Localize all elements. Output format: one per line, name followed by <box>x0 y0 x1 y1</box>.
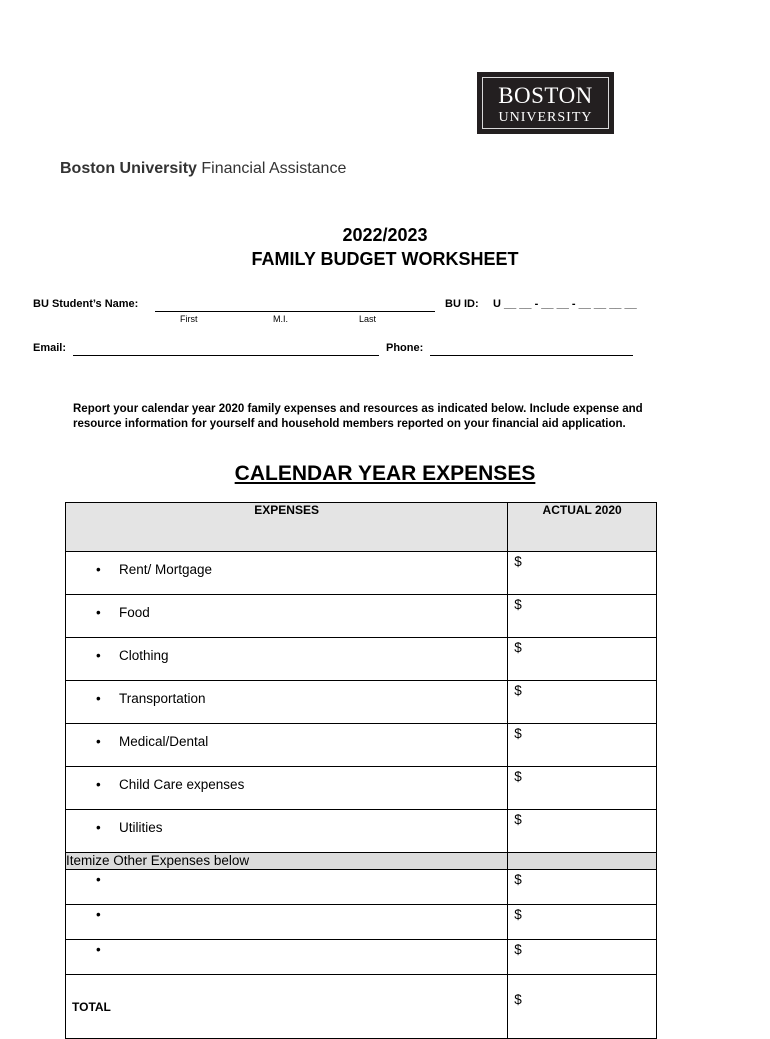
currency-symbol: $ <box>514 812 522 827</box>
amount-cell[interactable] <box>508 552 657 595</box>
bullet-icon: • <box>96 872 101 887</box>
amount-cell[interactable] <box>508 870 657 905</box>
amount-cell[interactable] <box>508 724 657 767</box>
bullet-icon: • <box>96 942 101 957</box>
table-row <box>66 724 657 767</box>
currency-symbol: $ <box>514 726 522 741</box>
currency-symbol: $ <box>514 992 522 1007</box>
currency-symbol: $ <box>514 597 522 612</box>
currency-symbol: $ <box>514 907 522 922</box>
table-row <box>66 681 657 724</box>
bullet-icon: • <box>96 734 101 749</box>
table-row <box>66 870 657 905</box>
total-amount-cell[interactable] <box>508 975 657 1039</box>
table-row <box>66 552 657 595</box>
bullet-icon: • <box>96 562 101 577</box>
bullet-icon: • <box>96 820 101 835</box>
name-sub-first: First <box>180 314 198 324</box>
expense-label-cell <box>66 810 508 853</box>
email-label: Email: <box>33 342 67 354</box>
boston-university-logo <box>477 72 614 134</box>
expense-label-cell <box>66 724 508 767</box>
amount-cell[interactable] <box>508 767 657 810</box>
total-row <box>66 975 657 1039</box>
table-row <box>66 638 657 681</box>
table-header-row <box>66 503 657 552</box>
email-field[interactable] <box>73 343 379 356</box>
currency-symbol: $ <box>514 554 522 569</box>
currency-symbol: $ <box>514 872 522 887</box>
bullet-icon: • <box>96 907 101 922</box>
currency-symbol: $ <box>514 942 522 957</box>
name-sub-last: Last <box>359 314 377 324</box>
student-name-field[interactable] <box>155 299 435 312</box>
other-expenses-header-row <box>66 853 657 870</box>
amount-cell[interactable] <box>508 810 657 853</box>
currency-symbol: $ <box>514 769 522 784</box>
other-expense-cell[interactable] <box>66 870 508 905</box>
amount-cell[interactable] <box>508 905 657 940</box>
intro-text: Report your calendar year 2020 family expenses and resources as indicated below. Include expense and resource information for yourself and household members reported on your financial aid application. <box>73 403 643 430</box>
actual-column-header: ACTUAL 2020 <box>508 503 657 552</box>
phone-label: Phone: <box>386 342 424 354</box>
section-title-text: CALENDAR YEAR EXPENSES <box>234 462 536 485</box>
currency-symbol: $ <box>514 683 522 698</box>
table-row <box>66 940 657 975</box>
expense-label-cell <box>66 638 508 681</box>
name-sub-mi: M.I. <box>273 314 288 324</box>
other-expenses-blank <box>508 853 657 870</box>
other-expense-cell[interactable] <box>66 905 508 940</box>
worksheet-year: 2022/2023 <box>342 225 428 245</box>
expense-label: Food <box>119 605 150 620</box>
table-row <box>66 810 657 853</box>
amount-cell[interactable] <box>508 595 657 638</box>
expenses-table <box>65 502 657 1039</box>
department-name-bold: Boston University <box>60 160 197 177</box>
expense-label-cell <box>66 595 508 638</box>
expense-label: Rent/ Mortgage <box>119 562 213 577</box>
expense-label: Child Care expenses <box>119 777 245 792</box>
bullet-icon: • <box>96 648 101 663</box>
amount-cell[interactable] <box>508 681 657 724</box>
bullet-icon: • <box>96 691 101 706</box>
expense-label: Medical/Dental <box>119 734 209 749</box>
student-name-label: BU Student’s Name: <box>33 298 139 310</box>
bullet-icon: • <box>96 777 101 792</box>
expense-label: Clothing <box>119 648 169 663</box>
department-name <box>60 160 346 178</box>
expense-label: Transportation <box>119 691 206 706</box>
total-label: TOTAL <box>66 975 508 1039</box>
expense-label-cell <box>66 767 508 810</box>
amount-cell[interactable] <box>508 940 657 975</box>
phone-label-text: Phone <box>386 342 420 354</box>
expense-label: Utilities <box>119 820 163 835</box>
logo-line-1: BOSTON <box>498 83 593 108</box>
other-expenses-label: Itemize Other Expenses below <box>66 853 508 870</box>
table-row <box>66 905 657 940</box>
phone-field[interactable] <box>430 343 633 356</box>
expense-label-cell <box>66 552 508 595</box>
email-label-text: Email <box>33 342 63 354</box>
department-name-regular: Financial Assistance <box>201 160 347 177</box>
student-name-label-text: BU Student’s Name <box>33 298 135 310</box>
expenses-column-header: EXPENSES <box>66 503 508 552</box>
section-title <box>0 462 770 486</box>
table-row <box>66 595 657 638</box>
other-expense-cell[interactable] <box>66 940 508 975</box>
buid-field[interactable]: U __ __ - __ __ - __ __ __ __ <box>493 298 637 310</box>
worksheet-title: FAMILY BUDGET WORKSHEET <box>251 249 519 269</box>
expense-label-cell <box>66 681 508 724</box>
logo-line-2: UNIVERSITY <box>498 110 593 125</box>
table-row <box>66 767 657 810</box>
currency-symbol: $ <box>514 640 522 655</box>
bullet-icon: • <box>96 605 101 620</box>
buid-label: BU ID: <box>445 298 479 310</box>
amount-cell[interactable] <box>508 638 657 681</box>
